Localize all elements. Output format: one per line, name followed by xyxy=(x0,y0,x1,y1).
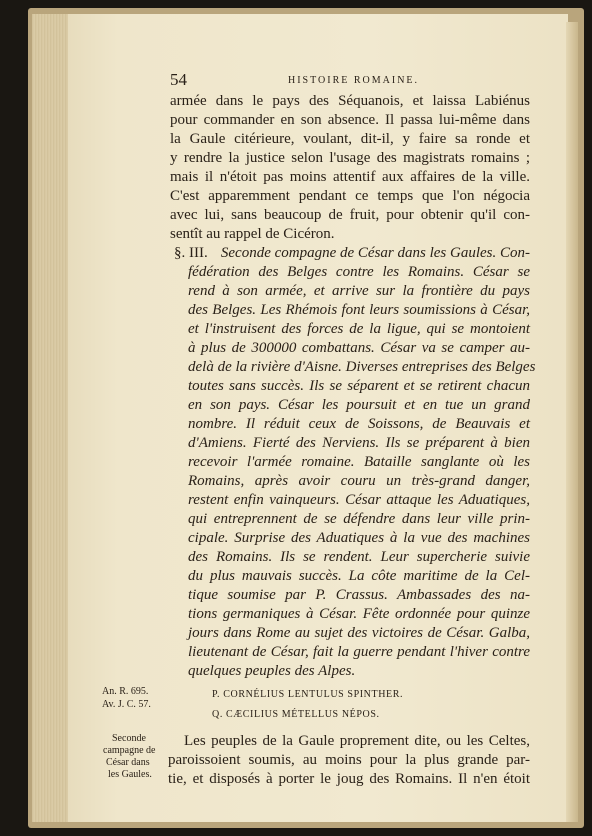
summary-line: nombre. Il réduit ceux de Soissons, de Beauvais et xyxy=(188,416,530,432)
margin-year-av-jc: Av. J. C. 57. xyxy=(102,699,151,710)
summary-line: quelques peuples des Alpes. xyxy=(188,663,356,679)
text-line: la Gaule citérieure, voulant, dit-il, y faire sa ronde et xyxy=(170,131,530,147)
text-line: C'est apparemment pendant ce temps que l'on négocia xyxy=(170,188,530,204)
page-edge-right xyxy=(566,22,578,822)
side-note-line: César dans xyxy=(106,757,150,768)
text-line: paroissoient soumis, au moins pour la plus grande par- xyxy=(168,752,530,768)
text-line: armée dans le pays des Séquanois, et laissa Labiénus xyxy=(170,93,530,109)
summary-line: rend à son armée, et arrive sur la frontière du pays xyxy=(188,283,530,299)
text-line: sentît au rappel de Cicéron. xyxy=(170,226,335,242)
side-note-line: les Gaules. xyxy=(108,769,152,780)
summary-line: jours dans Rome au sujet des victoires de César. Galba, xyxy=(188,625,530,641)
summary-line: en son pays. César les poursuit et en tue un grand xyxy=(188,397,530,413)
summary-line: et l'instruisent des forces de la ligue, qui se montoient xyxy=(188,321,530,337)
running-title: HISTOIRE ROMAINE. xyxy=(288,75,420,86)
summary-line: des Belges. Les Rhémois font leurs soumissions à César, xyxy=(188,302,530,318)
summary-line: restent enfin vainqueurs. César attaque les Aduatiques, xyxy=(188,492,530,508)
side-note-line: Seconde xyxy=(112,733,146,744)
page-number: 54 xyxy=(170,70,187,89)
text-line: y rendre la justice selon l'usage des magistrats romains ; xyxy=(170,150,530,166)
section-number: §. III. xyxy=(174,245,208,261)
summary-line: tions germaniques à César. Fête ordonnée pour quinze xyxy=(188,606,530,622)
summary-line: Romains, après avoir couru un très-grand danger, xyxy=(188,473,530,489)
summary-line: tique soumise par P. Crassus. Ambassades des na- xyxy=(188,587,530,603)
summary-line: du plus mauvais succès. La côte maritime de la Cel- xyxy=(188,568,530,584)
summary-line: des Romains. Ils se rendent. Leur supercherie suivie xyxy=(188,549,530,565)
summary-line: d'Amiens. Fierté des Nerviens. Ils se préparent à bien xyxy=(188,435,530,451)
summary-line: à plus de 300000 combattans. César va se camper au- xyxy=(188,340,530,356)
text-line: mais il n'étoit pas moins attentif aux affaires de la ville. xyxy=(170,169,530,185)
text-line: avec lui, sans beaucoup de fruit, pour obtenir qu'il con- xyxy=(170,207,530,223)
summary-line: cipale. Surprise des Aduatiques à la vue des machines xyxy=(188,530,530,546)
consul-2: Q. CÆCILIUS MÉTELLUS NÉPOS. xyxy=(212,709,380,720)
summary-line: recevoir l'armée romaine. Bataille sanglante où les xyxy=(188,454,530,470)
summary-line: lieutenant de César, fait la guerre pendant l'hiver contre xyxy=(188,644,530,660)
text-line: pour commander en son absence. Il passa lui-même dans xyxy=(170,112,530,128)
section-heading-text: Seconde compagne de César dans les Gaules. Con- xyxy=(220,245,530,261)
section-first-line xyxy=(174,244,530,263)
text-line: Les peuples de la Gaule proprement dite, ou les Celtes, xyxy=(184,733,530,749)
summary-line: delà de la rivière d'Aisne. Diverses entreprises des Belges xyxy=(188,359,536,375)
summary-line: qui entreprennent de se défendre dans leur ville prin- xyxy=(188,511,530,527)
summary-line: toutes sans succès. Ils se séparent et se retirent chacun xyxy=(188,378,530,394)
margin-year-an-r: An. R. 695. xyxy=(102,686,149,697)
summary-line: fédération des Belges contre les Romains. César se xyxy=(188,264,530,280)
consul-1: P. CORNÉLIUS LENTULUS SPINTHER. xyxy=(212,689,404,700)
page-stack-edge xyxy=(32,14,71,822)
text-line: tie, et disposés à porter le joug des Romains. Il n'en étoit xyxy=(168,771,530,787)
side-note-line: campagne de xyxy=(103,745,156,756)
